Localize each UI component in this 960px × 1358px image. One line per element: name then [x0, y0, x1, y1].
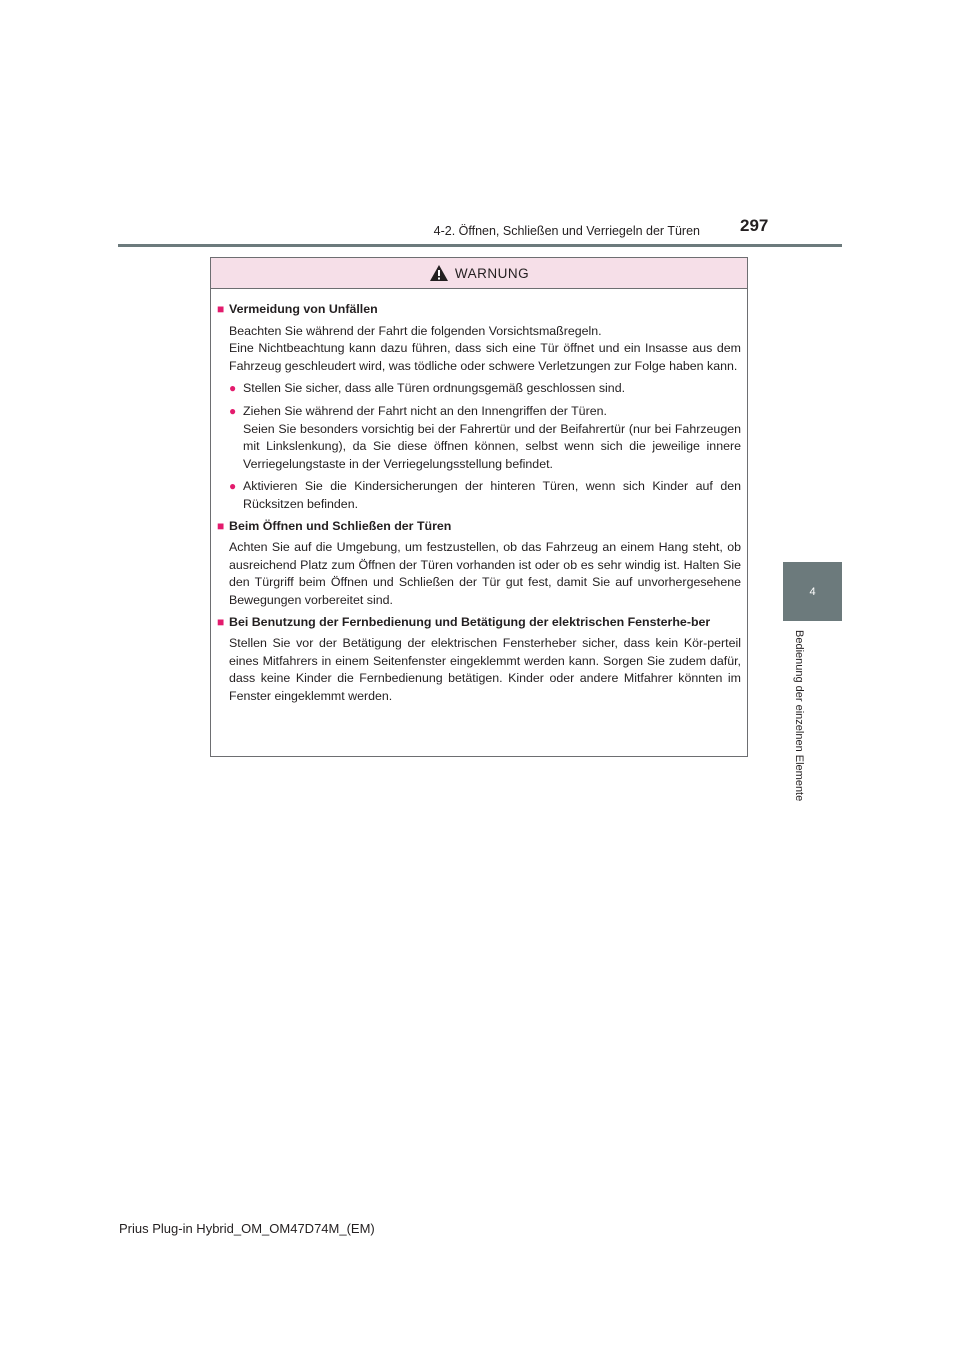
section-paragraph	[217, 635, 741, 705]
bullet-line: Seien Sie besonders vorsichtig bei der Fahrertür und der Beifahrertür (nur bei Fahrzeugen mit Linkslenkung), da Sie diese öffnen können, selbst wenn sich die jeweilige innere Verriegelungstaste in der Verriegelungsstellung befindet.	[243, 421, 741, 471]
chapter-tab: 4	[783, 562, 842, 621]
square-bullet-icon: ■	[217, 302, 225, 316]
bullet-text	[243, 380, 741, 398]
bullet-item	[217, 380, 741, 398]
section-paragraph	[217, 323, 741, 376]
warning-section	[217, 614, 741, 706]
paragraph-line: Stellen Sie vor der Betätigung der elektrischen Fensterheber sicher, dass kein Kör-perteil eines Mitfahrers in einem Seitenfenster eingeklemmt werden kann. Sorgen Sie zudem dafür, dass keine Kinder die Fernbedienung betätigen. Kinder oder andere Mitfahrer könnten im Fenster eingeklemmt werden.	[229, 636, 741, 703]
bullet-text	[243, 478, 741, 513]
section-heading-text: Bei Benutzung der Fernbedienung und Betätigung der elektrischen Fensterhe-ber	[229, 614, 711, 629]
round-bullet-icon: ●	[229, 381, 237, 396]
warning-box	[210, 257, 748, 757]
section-heading	[217, 614, 741, 632]
paragraph-line: Eine Nichtbeachtung kann dazu führen, dass sich eine Tür öffnet und ein Insasse aus dem Fahrzeug geschleudert wird, was tödliche oder schwere Verletzungen zur Folge haben kann.	[229, 341, 741, 373]
bullet-text	[243, 403, 741, 473]
warning-section	[217, 301, 741, 514]
header-section-title: 4-2. Öffnen, Schließen und Verriegeln der Türen	[433, 224, 700, 238]
bullet-line: Aktivieren Sie die Kindersicherungen der hinteren Türen, wenn sich Kinder auf den Rücksitzen befinden.	[243, 479, 741, 511]
warning-body	[211, 289, 747, 705]
header-rule	[118, 244, 842, 247]
section-heading	[217, 301, 741, 319]
bullet-line: Stellen Sie sicher, dass alle Türen ordnungsgemäß geschlossen sind.	[243, 381, 626, 396]
warning-section	[217, 518, 741, 610]
section-heading-text: Vermeidung von Unfällen	[229, 302, 378, 316]
square-bullet-icon: ■	[217, 518, 225, 533]
bullet-line: Ziehen Sie während der Fahrt nicht an den Innengriffen der Türen.	[243, 403, 607, 418]
warning-triangle-icon	[429, 264, 449, 282]
paragraph-line: Beachten Sie während der Fahrt die folgenden Vorsichtsmaßregeln.	[229, 323, 602, 338]
warning-header	[211, 258, 747, 289]
bullet-item	[217, 403, 741, 473]
section-paragraph	[217, 539, 741, 609]
page-number: 297	[740, 216, 769, 235]
paragraph-line: Achten Sie auf die Umgebung, um festzustellen, ob das Fahrzeug an einem Hang steht, ob ausreichend Platz zum Öffnen der Türen vorhanden ist oder ob es sehr windig ist. Halten Sie den Türgriff beim Öffnen und Schließen der Tür gut fest, damit Sie auf unvorhergesehene Bewegungen vorbereitet sind.	[229, 540, 741, 607]
section-heading-text: Beim Öffnen und Schließen der Türen	[229, 518, 452, 533]
square-bullet-icon: ■	[217, 614, 225, 629]
round-bullet-icon: ●	[229, 479, 237, 494]
chapter-side-title: Bedienung der einzelnen Elemente	[793, 630, 805, 802]
warning-title: WARNUNG	[454, 265, 530, 281]
round-bullet-icon: ●	[229, 403, 237, 418]
bullet-item	[217, 478, 741, 513]
footer-model-code: Prius Plug-in Hybrid_OM_OM47D74M_(EM)	[119, 1221, 375, 1236]
section-heading	[217, 518, 741, 536]
